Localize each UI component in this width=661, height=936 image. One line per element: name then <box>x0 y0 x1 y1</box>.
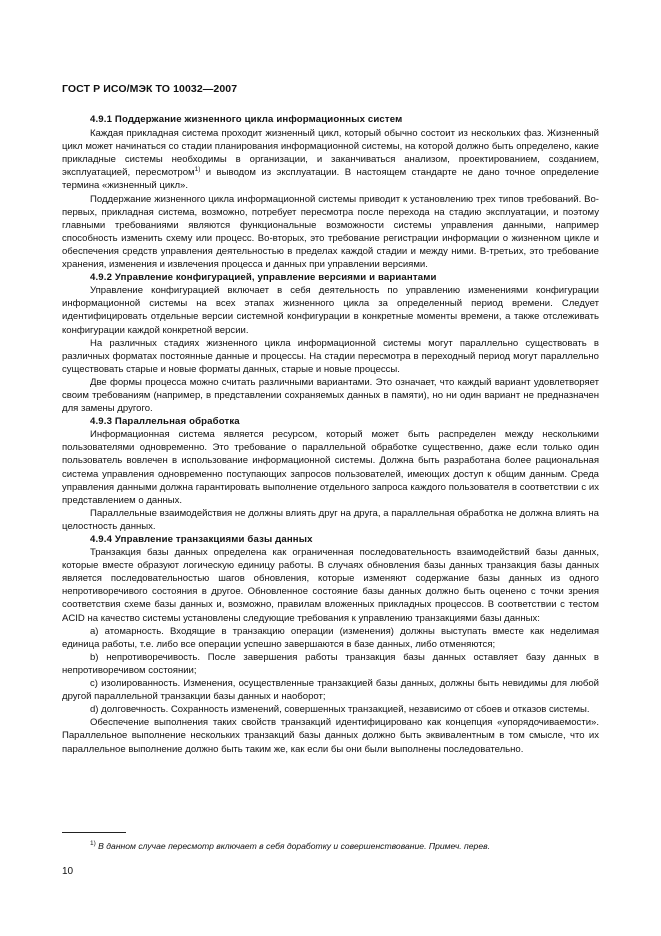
list-item-isolation: c) изолированность. Изменения, осуществленные транзакцией базы данных, должны быть невидимы для любой другой параллельной транзакции базы данных и наоборот; <box>62 678 599 703</box>
footnote-mark: 1) <box>90 840 96 847</box>
footnote-divider <box>62 832 126 833</box>
paragraph: Две формы процесса можно считать различными вариантами. Это означает, что каждый вариант удовлетворяет своим требованиям (например, в представлении сохраняемых данных в памяти), но ни один вариант не предназначен для замены другого. <box>62 376 599 415</box>
paragraph-text: Каждая прикладная система проходит жизненный цикл, который обычно состоит из нескольких фаз. Жизненный цикл может начинаться со стадии планирования информационной системы, на которой должно быть определено, какие прикладные системы необходимы в организации, и заканчиваться анализом, проектированием, созданием, эксплуатацией, пересмотром <box>62 128 599 179</box>
footnote-text: В данном случае пересмотр включает в себя доработку и совершенствование. Примеч. перев. <box>95 841 490 851</box>
document-header: ГОСТ Р ИСО/МЭК ТО 10032—2007 <box>62 83 238 95</box>
document-body <box>62 113 599 756</box>
paragraph-text: и выводом из эксплуатации. В настоящем стандарте не дано точное определение термина «жизненный цикл». <box>62 167 599 192</box>
paragraph: Транзакция базы данных определена как ограниченная последовательность взаимодействий базы данных, которые вместе образуют логическую единицу работы. В случаях обновления базы данных транзакция базы данных является последовательностью шагов обновления, которые изменяют содержание базы данных из одного непротиворечивого состояния в другое. Обновленное состояние базы данных должно быть оценено с точки зрения соответствия схеме базы данных и, возможно, правилам вложенных прикладных процессов. В соответствии с тестом ACID на качество системы установлены следующие требования к управлению транзакциями базы данных: <box>62 547 599 624</box>
paragraph: Параллельные взаимодействия не должны влиять друг на друга, а параллельная обработка не должна влиять на целостность данных. <box>62 507 599 532</box>
page-number: 10 <box>62 866 74 877</box>
section-heading-4-9-1: 4.9.1 Поддержание жизненного цикла информационных систем <box>90 114 403 125</box>
paragraph: Информационная система является ресурсом, который может быть распределен между несколькими пользователями одновременно. Это требование о параллельной обработке существенно, даже если только один пользователь вовлечен в использование информационной системы. Должна быть разработана более рациональная система управления одновременно поступающих запросов пользователей, имеющих доступ к общим данным. Среда управления данными должна гарантировать выполнение отдельного запроса каждого пользователя в соответствии с их представлением о данных. <box>62 429 599 506</box>
paragraph: Поддержание жизненного цикла информационной системы приводит к установлению трех типов требований. Во-первых, прикладная система, возможно, потребует пересмотра после перехода на стадию эксплуатации, и поэтому главными требованиями являются функциональные возможности системы управления данными, например способность изменить схему или процесс. Во-вторых, это требование регистрации информации о жизненном цикле и обеспечения средств управления деятельностью в пределах каждой стадии и между ними. В-третьих, это требование хранения, изменения и извлечения процесса и данных при управлении версиями. <box>62 193 599 271</box>
list-item-durability: d) долговечность. Сохранность изменений, совершенных транзакцией, независимо от сбоев и отказов системы. <box>90 704 590 716</box>
paragraph: На различных стадиях жизненного цикла информационной системы могут параллельно существовать в различных форматах постоянные данные и процессы. На стадии пересмотра в переходный период могут параллельно существовать старые и новые форматы данных, старые и новые процессы. <box>62 337 599 375</box>
paragraph: Обеспечение выполнения таких свойств транзакций идентифицировано как концепция «упорядочиваемости». Параллельное выполнение нескольких транзакций базы данных должно быть эквивалентным в том смысле, что их параллельное выполнение должно быть таким же, как если бы они были выполнены последовательно. <box>62 717 599 755</box>
paragraph <box>62 127 599 192</box>
list-item-consistency: b) непротиворечивость. После завершения работы транзакция базы данных оставляет базу данных в непротиворечивом состоянии; <box>62 651 599 676</box>
list-item-atomicity: a) атомарность. Входящие в транзакцию операции (изменения) должны выступать вместе как неделимая единица работы, т.е. либо все операции успешно завершаются в базе данных, либо отменяются; <box>62 625 599 650</box>
section-heading-4-9-4: 4.9.4 Управление транзакциями базы данных <box>90 534 313 545</box>
footnote-reference: 1) <box>194 166 201 174</box>
section-heading-4-9-2: 4.9.2 Управление конфигурацией, управление версиями и вариантами <box>90 272 437 284</box>
footnote <box>90 841 610 852</box>
section-heading-4-9-3: 4.9.3 Параллельная обработка <box>90 416 240 428</box>
paragraph: Управление конфигурацией включает в себя деятельность по управлению изменениями конфигурации информационной системы на всех этапах жизненного цикла за определенный период времени. Следует идентифицировать отдельные версии системной конфигурации в конкретные моменты времени, а также отслеживать конфигурации каждой конкретной версии. <box>62 285 599 336</box>
